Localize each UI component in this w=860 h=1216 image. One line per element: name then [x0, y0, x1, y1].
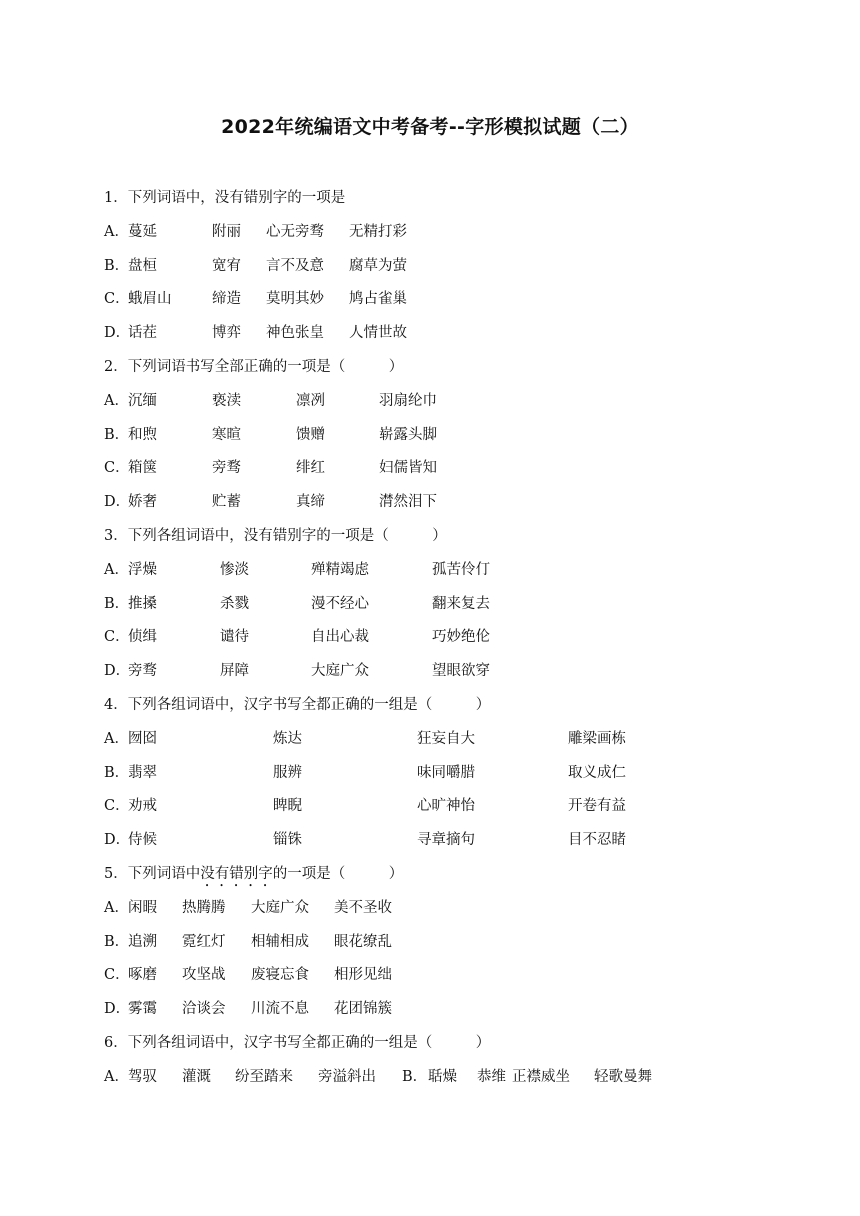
option-label: C． — [104, 291, 130, 308]
option-label: A． — [104, 899, 129, 916]
stem-text: 5．下列词语中 — [104, 866, 201, 882]
option-word: 相形见绌 — [334, 967, 392, 984]
option-word: 屏障 — [220, 663, 249, 680]
option-word: 莫明其妙 — [266, 291, 324, 308]
option-word: 盘桓 — [128, 257, 157, 274]
option-word: 浮燥 — [128, 561, 157, 578]
option-word: 缔造 — [212, 291, 241, 308]
option-word: 神色张皇 — [266, 325, 324, 342]
option-word: 无精打彩 — [349, 223, 407, 240]
option-word: 寒暄 — [212, 426, 241, 443]
option-word: 望眼欲穿 — [432, 663, 490, 680]
option-word: 美不圣收 — [334, 899, 392, 916]
option-word: 味同嚼腊 — [417, 764, 475, 781]
option-word: 大庭广众 — [251, 899, 309, 916]
option-word: 翻来复去 — [432, 595, 490, 612]
option-word: 人情世故 — [349, 325, 407, 342]
option-word: 啄磨 — [128, 967, 157, 984]
option-label: A． — [104, 392, 129, 409]
option-word: 废寝忘食 — [251, 967, 309, 984]
option-word: 宽宥 — [212, 257, 241, 274]
option-word: 惨淡 — [220, 561, 249, 578]
option-word: 相辅相成 — [251, 933, 309, 950]
option-label: A． — [104, 730, 129, 747]
option-word: 翡翠 — [128, 764, 157, 781]
option-word: 腐草为萤 — [349, 257, 407, 274]
option-word: 羽扇纶巾 — [379, 392, 437, 409]
option-word: 话茬 — [128, 325, 157, 342]
option-word: 服辨 — [273, 764, 302, 781]
option-word: 箱箧 — [128, 460, 157, 477]
option-word: 轻歌曼舞 — [594, 1068, 652, 1085]
question-stem: 2．下列词语书写全部正确的一项是（ ） — [104, 359, 404, 375]
option-word: 崭露头脚 — [379, 426, 437, 443]
option-label: C． — [104, 798, 130, 815]
option-label: D． — [104, 494, 131, 511]
option-word: 杀戮 — [220, 595, 249, 612]
option-word: 和煦 — [128, 426, 157, 443]
question-stem: 3．下列各组词语中，没有错别字的一项是（ ） — [104, 528, 447, 544]
option-label: C． — [104, 460, 130, 477]
option-word: 鸠占雀巢 — [349, 291, 407, 308]
option-label: D． — [104, 1001, 131, 1018]
option-word: 旁溢斜出 — [318, 1068, 376, 1085]
option-word: 娇奢 — [128, 494, 157, 511]
option-word: 锱铢 — [273, 832, 302, 849]
option-label: C． — [104, 629, 130, 646]
option-label: B． — [104, 426, 130, 443]
option-word: 正襟威坐 — [512, 1068, 570, 1085]
stem-emphasis-text: 没有错别字 — [200, 866, 273, 882]
option-word: 开卷有益 — [568, 798, 626, 815]
option-word: 炼达 — [273, 730, 302, 747]
question-stem: 6．下列各组词语中，汉字书写全都正确的一组是（ ） — [104, 1035, 491, 1051]
option-word: 霓红灯 — [182, 933, 226, 950]
option-word: 心无旁骛 — [266, 223, 324, 240]
option-word: 漫不经心 — [311, 595, 369, 612]
option-word: 谴待 — [220, 629, 249, 646]
option-word: 聒燥 — [428, 1068, 457, 1085]
option-word: 蔓延 — [128, 223, 157, 240]
option-word: 凛冽 — [296, 392, 325, 409]
option-word: 蛾眉山 — [128, 291, 172, 308]
option-label: B． — [104, 257, 130, 274]
option-word: 大庭广众 — [311, 663, 369, 680]
option-word: 睥睨 — [273, 798, 302, 815]
option-word: 馈赠 — [296, 426, 325, 443]
option-word: 推搡 — [128, 595, 157, 612]
option-word: 狂妄自大 — [417, 730, 475, 747]
option-word: 洽谈会 — [182, 1001, 226, 1018]
option-word: 言不及意 — [266, 257, 324, 274]
option-word: 旁骛 — [128, 663, 157, 680]
option-word: 追溯 — [128, 933, 157, 950]
option-word: 潸然泪下 — [379, 494, 437, 511]
option-word: 侍候 — [128, 832, 157, 849]
option-word: 博弈 — [212, 325, 241, 342]
option-word: 目不忍睹 — [568, 832, 626, 849]
option-word: 附丽 — [212, 223, 241, 240]
option-word: 纷至踏来 — [235, 1068, 293, 1085]
page-title: 2022年统编语文中考备考--字形模拟试题（二） — [221, 116, 639, 138]
option-word: 沉缅 — [128, 392, 157, 409]
option-word: 取义成仁 — [568, 764, 626, 781]
option-word: 灌溉 — [182, 1068, 211, 1085]
option-word: 孤苦伶仃 — [432, 561, 490, 578]
option-word: 雾霭 — [128, 1001, 157, 1018]
option-word: 寻章摘句 — [417, 832, 475, 849]
option-word: 殚精竭虑 — [311, 561, 369, 578]
option-word: 侦缉 — [128, 629, 157, 646]
option-word: 驾驭 — [128, 1068, 157, 1085]
option-word: 恭维 — [477, 1068, 506, 1085]
option-label: A． — [104, 561, 129, 578]
option-word: 热腾腾 — [182, 899, 226, 916]
stem-text: 的一项是（ ） — [272, 866, 404, 882]
option-label: D． — [104, 663, 131, 680]
option-label: B． — [402, 1068, 428, 1085]
option-word: 绯红 — [296, 460, 325, 477]
option-word: 闲暇 — [128, 899, 157, 916]
option-word: 自出心裁 — [311, 629, 369, 646]
question-stem — [104, 864, 403, 890]
option-word: 花团锦簇 — [334, 1001, 392, 1018]
option-word: 贮蓄 — [212, 494, 241, 511]
option-label: A． — [104, 223, 129, 240]
option-word: 眼花缭乱 — [334, 933, 392, 950]
option-label: B． — [104, 595, 130, 612]
option-word: 妇儒皆知 — [379, 460, 437, 477]
option-word: 旁骛 — [212, 460, 241, 477]
option-word: 心旷神怡 — [417, 798, 475, 815]
option-word: 川流不息 — [251, 1001, 309, 1018]
option-label: A． — [104, 1068, 129, 1085]
option-word: 巧妙绝伦 — [432, 629, 490, 646]
option-word: 囫囵 — [128, 730, 157, 747]
option-label: B． — [104, 933, 130, 950]
question-stem: 1．下列词语中，没有错别字的一项是 — [104, 190, 346, 206]
option-label: C． — [104, 967, 130, 984]
option-label: D． — [104, 832, 131, 849]
option-word: 雕梁画栋 — [568, 730, 626, 747]
option-word: 攻坚战 — [182, 967, 226, 984]
option-word: 真缔 — [296, 494, 325, 511]
question-stem: 4．下列各组词语中，汉字书写全都正确的一组是（ ） — [104, 697, 491, 713]
option-word: 劝戒 — [128, 798, 157, 815]
option-label: D． — [104, 325, 131, 342]
option-label: B． — [104, 764, 130, 781]
option-word: 亵渎 — [212, 392, 241, 409]
